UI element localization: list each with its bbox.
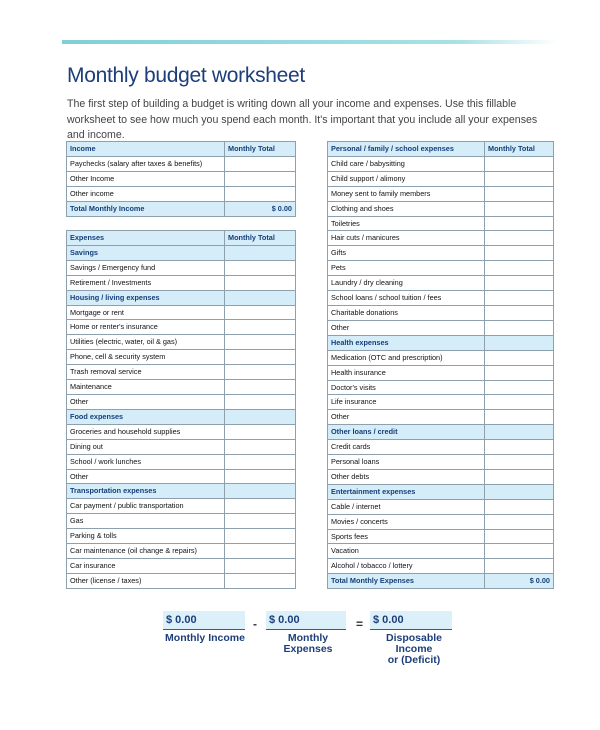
row-label: Laundry / dry cleaning xyxy=(328,276,485,291)
amount-field[interactable] xyxy=(225,424,296,439)
row-label: Vacation xyxy=(328,544,485,559)
income-total-label: Total Monthly Income xyxy=(67,201,225,216)
summary-disposable xyxy=(370,611,452,667)
table-row xyxy=(67,424,296,439)
row-label: Child care / babysitting xyxy=(328,156,485,171)
table-row xyxy=(67,439,296,454)
expenses-total-label: Total Monthly Expenses xyxy=(328,574,485,589)
amount-field[interactable] xyxy=(485,544,554,559)
amount-field[interactable] xyxy=(485,320,554,335)
amount-field[interactable] xyxy=(485,410,554,425)
table-row xyxy=(67,320,296,335)
table-row xyxy=(328,201,554,216)
table-row xyxy=(328,395,554,410)
amount-field[interactable] xyxy=(225,544,296,559)
table-row xyxy=(67,394,296,409)
amount-field[interactable] xyxy=(485,469,554,484)
row-label: Car maintenance (oil change & repairs) xyxy=(67,544,225,559)
row-label: Home or renter's insurance xyxy=(67,320,225,335)
amount-field[interactable] xyxy=(225,365,296,380)
income-total-value: $ 0.00 xyxy=(225,201,296,216)
section-title: Other loans / credit xyxy=(328,425,485,440)
expenses-column-header: Monthly Total xyxy=(225,231,296,246)
row-label: Doctor's visits xyxy=(328,380,485,395)
row-label: Credit cards xyxy=(328,440,485,455)
summary-expenses-value: $ 0.00 xyxy=(266,611,346,630)
amount-field[interactable] xyxy=(225,394,296,409)
section-title: Housing / living expenses xyxy=(67,290,225,305)
row-label: School / work lunches xyxy=(67,454,225,469)
table-row xyxy=(328,514,554,529)
row-label: Parking & tolls xyxy=(67,529,225,544)
row-label: Retirement / Investments xyxy=(67,275,225,290)
table-row xyxy=(67,335,296,350)
amount-field[interactable] xyxy=(225,305,296,320)
row-label: Other xyxy=(328,410,485,425)
row-label: Phone, cell & security system xyxy=(67,350,225,365)
amount-field[interactable] xyxy=(485,395,554,410)
minus-sign: - xyxy=(253,617,257,631)
amount-field[interactable] xyxy=(225,335,296,350)
row-label: Gas xyxy=(67,514,225,529)
table-row xyxy=(328,216,554,231)
table-row xyxy=(328,320,554,335)
row-label: Car payment / public transportation xyxy=(67,499,225,514)
row-label: Clothing and shoes xyxy=(328,201,485,216)
table-row xyxy=(328,276,554,291)
table-row xyxy=(328,410,554,425)
summary-disposable-label xyxy=(370,633,458,666)
table-row xyxy=(328,350,554,365)
row-label: Other xyxy=(67,469,225,484)
table-row xyxy=(328,156,554,171)
table-row xyxy=(67,499,296,514)
row-label: Money sent to family members xyxy=(328,186,485,201)
table-row xyxy=(328,171,554,186)
amount-field[interactable] xyxy=(225,499,296,514)
amount-field[interactable] xyxy=(225,320,296,335)
page-title: Monthly budget worksheet xyxy=(67,64,305,87)
row-label: Other xyxy=(67,394,225,409)
table-row xyxy=(67,305,296,320)
amount-field[interactable] xyxy=(485,559,554,574)
table-row xyxy=(67,573,296,588)
amount-field[interactable] xyxy=(225,573,296,588)
section-header-loans xyxy=(328,425,554,440)
table-row xyxy=(328,469,554,484)
table-row xyxy=(67,260,296,275)
table-row xyxy=(67,544,296,559)
intro-text: The first step of building a budget is writing down all your income and expenses. Use this fillable worksheet to see how much you spend each month. It's important that you include all your expenses and income. xyxy=(67,98,538,141)
income-column-header: Monthly Total xyxy=(225,142,296,157)
row-label: Savings / Emergency fund xyxy=(67,260,225,275)
summary-income-label: Monthly Income xyxy=(165,632,245,644)
amount-field[interactable] xyxy=(225,380,296,395)
table-row xyxy=(67,454,296,469)
row-label: Other debts xyxy=(328,469,485,484)
section-header-health xyxy=(328,335,554,350)
row-label: Dining out xyxy=(67,439,225,454)
table-row xyxy=(67,156,296,171)
equals-sign: = xyxy=(356,617,364,631)
table-row xyxy=(328,544,554,559)
section-title: Savings xyxy=(67,245,225,260)
amount-field[interactable] xyxy=(485,380,554,395)
amount-field[interactable] xyxy=(485,365,554,380)
table-row xyxy=(328,529,554,544)
row-label: Paychecks (salary after taxes & benefits) xyxy=(67,156,225,171)
table-row xyxy=(67,365,296,380)
table-row xyxy=(328,499,554,514)
row-label: Pets xyxy=(328,261,485,276)
section-title: Health expenses xyxy=(328,335,485,350)
row-label: Toiletries xyxy=(328,216,485,231)
amount-field[interactable] xyxy=(225,156,296,171)
amount-field[interactable] xyxy=(485,171,554,186)
disposable-label-line-2: or (Deficit) xyxy=(387,654,441,666)
section-header-entertainment xyxy=(328,484,554,499)
amount-field[interactable] xyxy=(485,499,554,514)
personal-column-header: Monthly Total xyxy=(485,142,554,157)
amount-field[interactable] xyxy=(485,350,554,365)
table-row xyxy=(328,291,554,306)
amount-field[interactable] xyxy=(485,529,554,544)
table-row xyxy=(328,261,554,276)
row-label: Health insurance xyxy=(328,365,485,380)
table-row xyxy=(67,469,296,484)
table-row xyxy=(328,305,554,320)
row-label: Child support / alimony xyxy=(328,171,485,186)
amount-field[interactable] xyxy=(485,514,554,529)
amount-field[interactable] xyxy=(485,261,554,276)
summary-disposable-value: $ 0.00 xyxy=(370,611,452,630)
expenses-total-value: $ 0.00 xyxy=(485,574,554,589)
amount-field[interactable] xyxy=(485,231,554,246)
amount-field[interactable] xyxy=(485,246,554,261)
row-label: Other xyxy=(328,320,485,335)
section-title: Entertainment expenses xyxy=(328,484,485,499)
amount-field[interactable] xyxy=(225,275,296,290)
amount-field[interactable] xyxy=(485,455,554,470)
income-header-row xyxy=(67,142,296,157)
row-label: Hair cuts / manicures xyxy=(328,231,485,246)
table-row xyxy=(328,246,554,261)
amount-field[interactable] xyxy=(485,440,554,455)
row-label: Personal loans xyxy=(328,455,485,470)
section-header-transportation xyxy=(67,484,296,499)
table-row xyxy=(67,186,296,201)
section-header-housing xyxy=(67,290,296,305)
row-label: Sports fees xyxy=(328,529,485,544)
income-total-row xyxy=(67,201,296,216)
amount-field[interactable] xyxy=(225,454,296,469)
row-label: Car insurance xyxy=(67,558,225,573)
expenses-header-row xyxy=(67,231,296,246)
personal-header-row xyxy=(328,142,554,157)
amount-field[interactable] xyxy=(225,439,296,454)
row-label: Maintenance xyxy=(67,380,225,395)
table-row xyxy=(328,559,554,574)
row-label: School loans / school tuition / fees xyxy=(328,291,485,306)
table-row xyxy=(67,529,296,544)
personal-header: Personal / family / school expenses xyxy=(328,142,485,157)
amount-field[interactable] xyxy=(225,350,296,365)
row-label: Other Income xyxy=(67,171,225,186)
section-title: Transportation expenses xyxy=(67,484,225,499)
section-header-food xyxy=(67,409,296,424)
table-row xyxy=(328,455,554,470)
row-label: Medication (OTC and prescription) xyxy=(328,350,485,365)
table-row xyxy=(328,380,554,395)
amount-field[interactable] xyxy=(485,216,554,231)
row-label: Cable / internet xyxy=(328,499,485,514)
amount-field[interactable] xyxy=(225,558,296,573)
amount-field[interactable] xyxy=(225,260,296,275)
amount-field[interactable] xyxy=(485,201,554,216)
section-title: Food expenses xyxy=(67,409,225,424)
expenses-table xyxy=(66,230,296,589)
row-label: Trash removal service xyxy=(67,365,225,380)
row-label: Other (license / taxes) xyxy=(67,573,225,588)
row-label: Alcohol / tobacco / lottery xyxy=(328,559,485,574)
table-row xyxy=(328,231,554,246)
summary-income xyxy=(163,611,245,667)
summary-expenses xyxy=(266,611,346,667)
table-row xyxy=(67,558,296,573)
table-row xyxy=(328,440,554,455)
amount-field[interactable] xyxy=(485,291,554,306)
section-header-savings xyxy=(67,245,296,260)
amount-field[interactable] xyxy=(485,276,554,291)
amount-field[interactable] xyxy=(225,469,296,484)
personal-expenses-table xyxy=(327,141,554,589)
header-rule xyxy=(62,40,558,44)
expenses-total-row xyxy=(328,574,554,589)
table-row xyxy=(67,380,296,395)
row-label: Charitable donations xyxy=(328,305,485,320)
amount-field[interactable] xyxy=(225,514,296,529)
row-label: Life insurance xyxy=(328,395,485,410)
table-row xyxy=(67,514,296,529)
row-label: Groceries and household supplies xyxy=(67,424,225,439)
row-label: Mortgage or rent xyxy=(67,305,225,320)
table-row xyxy=(67,350,296,365)
expenses-header: Expenses xyxy=(67,231,225,246)
summary-income-value: $ 0.00 xyxy=(163,611,245,630)
table-row xyxy=(67,171,296,186)
row-label: Utilities (electric, water, oil & gas) xyxy=(67,335,225,350)
disposable-label-line-1: Disposable Income xyxy=(385,632,443,655)
table-row xyxy=(328,186,554,201)
amount-field[interactable] xyxy=(485,186,554,201)
income-table xyxy=(66,141,296,217)
amount-field[interactable] xyxy=(485,156,554,171)
table-row xyxy=(67,275,296,290)
summary-expenses-label: Monthly Expenses xyxy=(283,632,333,655)
amount-field[interactable] xyxy=(225,171,296,186)
amount-field[interactable] xyxy=(225,186,296,201)
amount-field[interactable] xyxy=(225,529,296,544)
row-label: Movies / concerts xyxy=(328,514,485,529)
income-header: Income xyxy=(67,142,225,157)
table-row xyxy=(328,365,554,380)
row-label: Gifts xyxy=(328,246,485,261)
row-label: Other income xyxy=(67,186,225,201)
amount-field[interactable] xyxy=(485,305,554,320)
